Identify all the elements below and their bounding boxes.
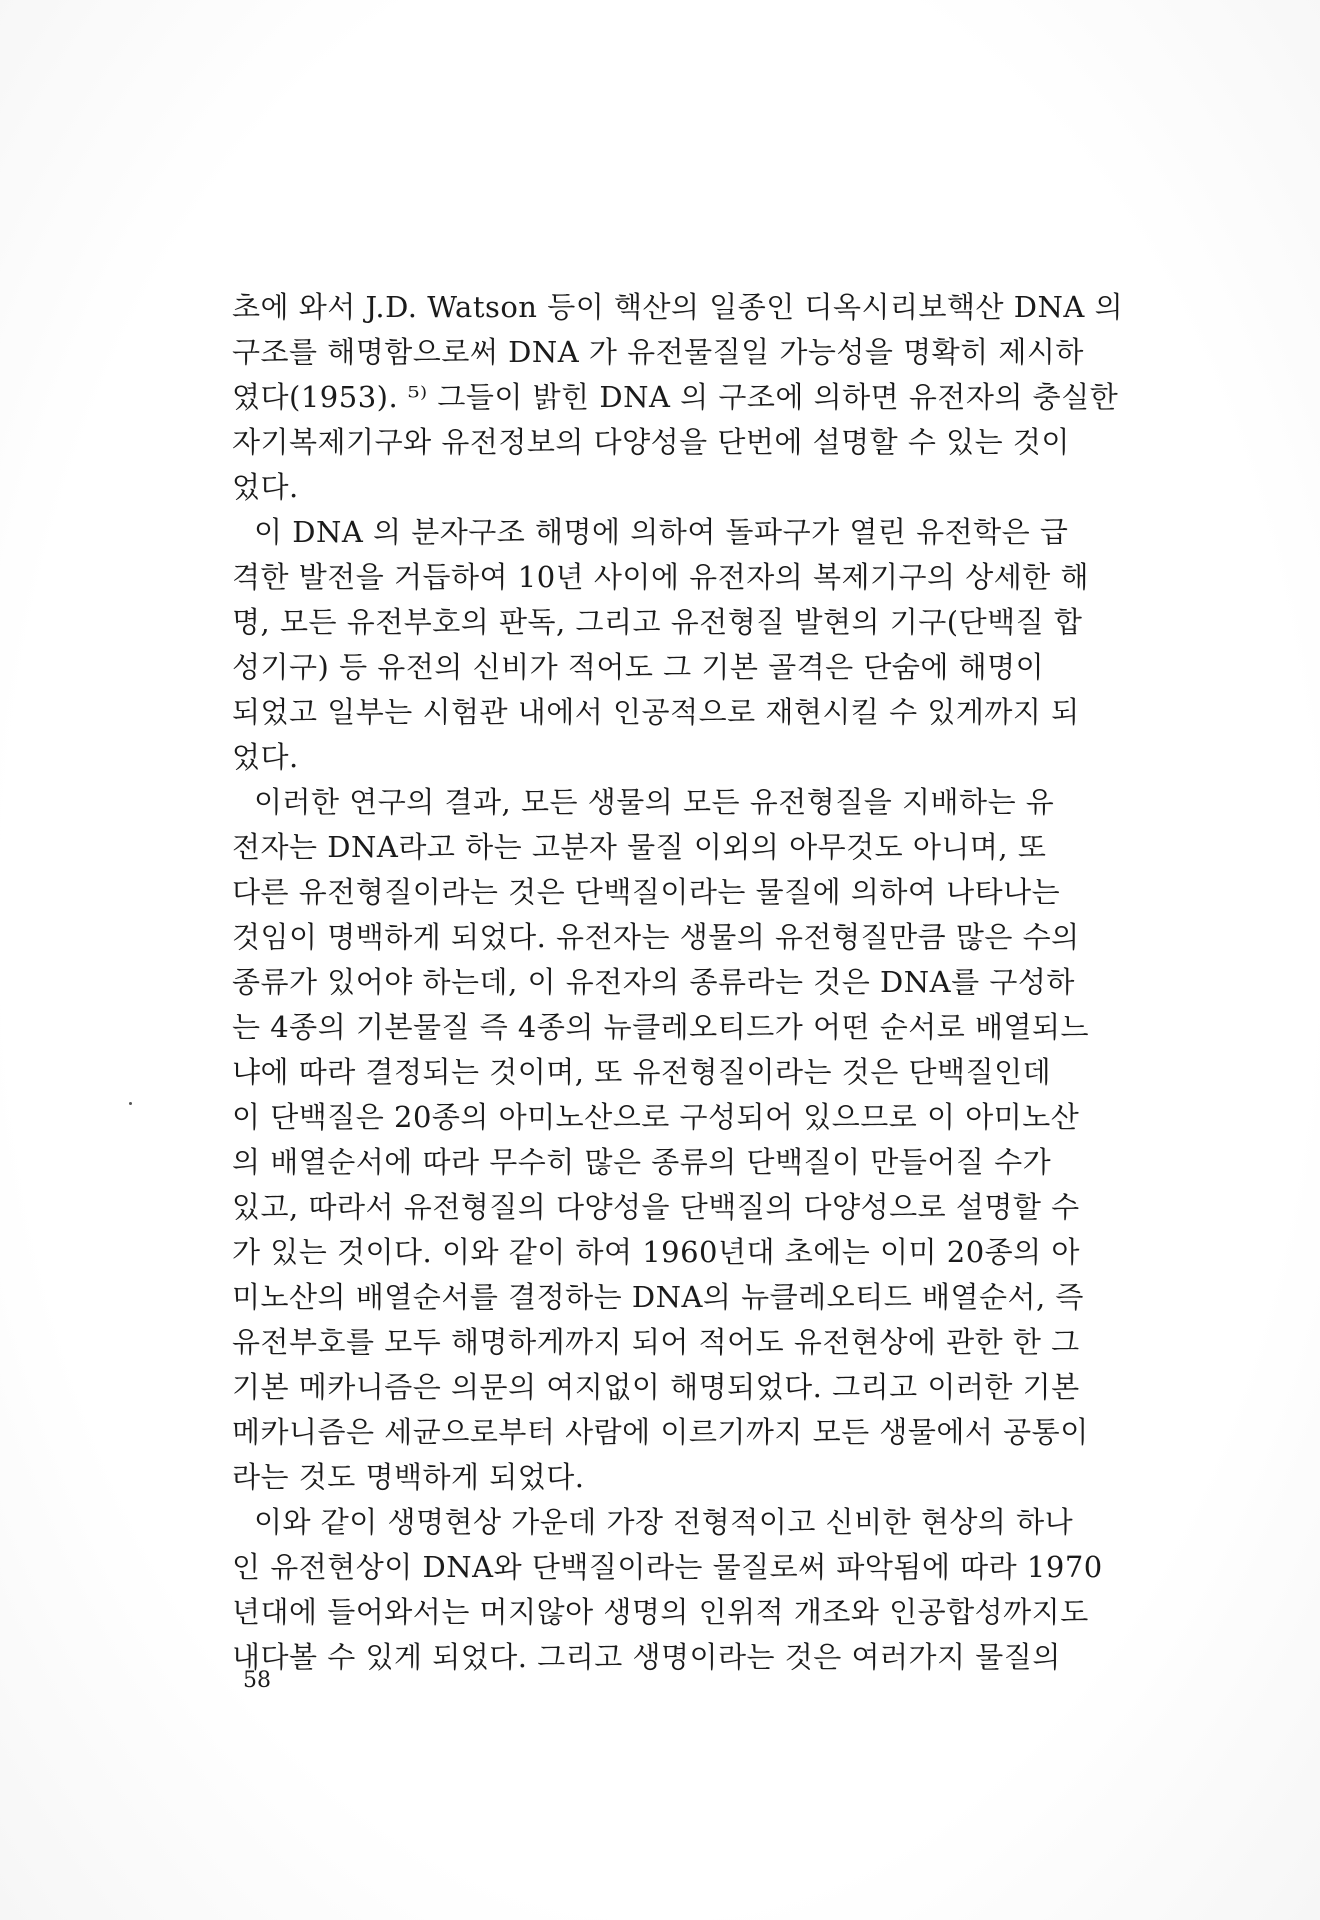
text-line: 인 유전현상이 DNA와 단백질이라는 물질로써 파악됨에 따라 1970 (232, 1550, 1103, 1584)
paragraph-start-line: 이러한 연구의 결과, 모든 생물의 모든 유전형질을 지배하는 유 (254, 785, 1055, 819)
paragraph-start-line: 이 DNA 의 분자구조 해명에 의하여 돌파구가 열린 유전학은 급 (254, 515, 1069, 549)
text-line: 년대에 들어와서는 머지않아 생명의 인위적 개조와 인공합성까지도 (232, 1595, 1089, 1629)
scan-speck (129, 1102, 132, 1105)
text-line: 라는 것도 명백하게 되었다. (232, 1460, 585, 1494)
text-line: 내다볼 수 있게 되었다. 그리고 생명이라는 것은 여러가지 물질의 (232, 1640, 1061, 1674)
body-text (232, 285, 1124, 1680)
text-line: 종류가 있어야 하는데, 이 유전자의 종류라는 것은 DNA를 구성하 (232, 965, 1075, 999)
text-line: 것임이 명백하게 되었다. 유전자는 생물의 유전형질만큼 많은 수의 (232, 920, 1080, 954)
text-line: 가 있는 것이다. 이와 같이 하여 1960년대 초에는 이미 20종의 아 (232, 1235, 1080, 1269)
text-line: 었다. (232, 470, 299, 504)
text-line: 유전부호를 모두 해명하게까지 되어 적어도 유전현상에 관한 한 그 (232, 1325, 1080, 1359)
text-line: 격한 발전을 거듭하여 10년 사이에 유전자의 복제기구의 상세한 해 (232, 560, 1090, 594)
text-line: 성기구) 등 유전의 신비가 적어도 그 기본 골격은 단숨에 해명이 (232, 650, 1045, 684)
text-line: 냐에 따라 결정되는 것이며, 또 유전형질이라는 것은 단백질인데 (232, 1055, 1052, 1089)
text-line: 기본 메카니즘은 의문의 여지없이 해명되었다. 그리고 이러한 기본 (232, 1370, 1080, 1404)
text-line: 다른 유전형질이라는 것은 단백질이라는 물질에 의하여 나타나는 (232, 875, 1061, 909)
text-line: 였다(1953). ⁵⁾ 그들이 밝힌 DNA 의 구조에 의하면 유전자의 충실한 (232, 380, 1119, 414)
text-line: 의 배열순서에 따라 무수히 많은 종류의 단백질이 만들어질 수가 (232, 1145, 1052, 1179)
text-line: 메카니즘은 세균으로부터 사람에 이르기까지 모든 생물에서 공통이 (232, 1415, 1089, 1449)
text-line: 이 단백질은 20종의 아미노산으로 구성되어 있으므로 이 아미노산 (232, 1100, 1080, 1134)
text-line: 있고, 따라서 유전형질의 다양성을 단백질의 다양성으로 설명할 수 (232, 1190, 1080, 1224)
text-line: 었다. (232, 740, 299, 774)
text-line: 는 4종의 기본물질 즉 4종의 뉴클레오티드가 어떤 순서로 배열되느 (232, 1010, 1090, 1044)
text-line: 자기복제기구와 유전정보의 다양성을 단번에 설명할 수 있는 것이 (232, 425, 1070, 459)
text-line: 구조를 해명함으로써 DNA 가 유전물질일 가능성을 명확히 제시하 (232, 335, 1084, 369)
text-line: 되었고 일부는 시험관 내에서 인공적으로 재현시킬 수 있게까지 되 (232, 695, 1080, 729)
page-number: 58 (243, 1668, 271, 1693)
text-line: 전자는 DNA라고 하는 고분자 물질 이외의 아무것도 아니며, 또 (232, 830, 1047, 864)
text-line: 명, 모든 유전부호의 판독, 그리고 유전형질 발현의 기구(단백질 합 (232, 605, 1083, 639)
text-line: 미노산의 배열순서를 결정하는 DNA의 뉴클레오티드 배열순서, 즉 (232, 1280, 1084, 1314)
text-line: 초에 와서 J.D. Watson 등이 핵산의 일종인 디옥시리보핵산 DNA 의 (232, 290, 1124, 324)
paragraph-start-line: 이와 같이 생명현상 가운데 가장 전형적이고 신비한 현상의 하나 (254, 1505, 1074, 1539)
